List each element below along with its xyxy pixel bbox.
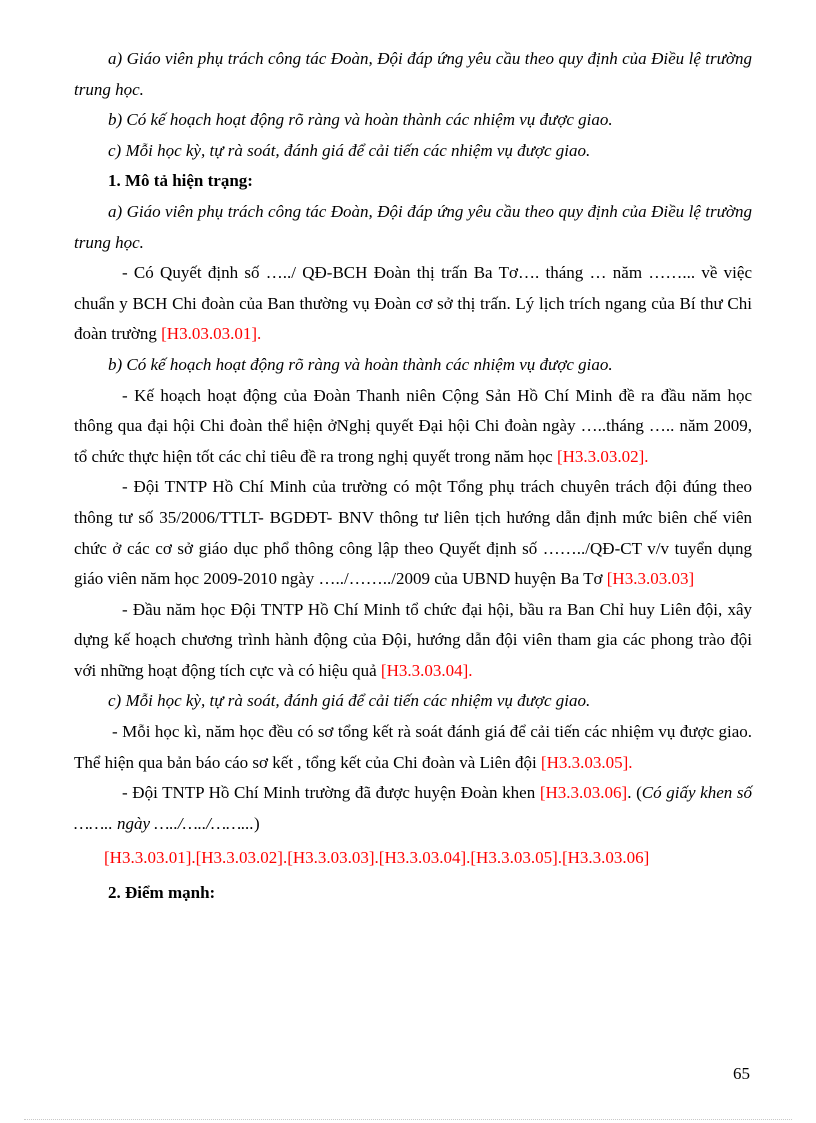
section-heading-strengths: 2. Điểm mạnh: [108,883,216,903]
evidence-ref-6: [H3.3.03.06] [539,783,628,803]
section-heading-current-state: 1. Mô tả hiện trạng: [108,171,253,191]
evidence-ref-2: [H3.3.03.02]. [556,446,649,466]
criterion-c-repeat: c) Mỗi học kỳ, tự rà soát, đánh giá để cải tiến các nhiệm vụ được giao. [108,691,591,711]
criterion-b-text: b) Có kế hoạch hoạt động rõ ràng và hoàn thành các nhiệm vụ được giao. [108,110,613,130]
paragraph-commendation-text: - Đội TNTP Hồ Chí Minh trường đã được huyện Đoàn khen [122,783,536,803]
paragraph-semester-review-text: - Mỗi học kì, năm học đều có sơ tổng kết rà soát đánh giá để cải tiến các nhiệm vụ được giao. Thể hiện qua bản báo cáo sơ kết , tổng kết của Chi đoàn và Liên đội [74,722,752,772]
page-number: 65 [733,1064,750,1083]
criterion-a-repeat: a) Giáo viên phụ trách công tác Đoàn, Đội đáp ứng yêu cầu theo quy định của Điều lệ trường trung học. [74,201,752,252]
paragraph-commendation-note: Có giấy khen số …….. ngày …../…../……... [74,783,752,833]
evidence-ref-4: [H3.3.03.04]. [380,660,473,680]
paragraph-start-of-year-text: - Đầu năm học Đội TNTP Hồ Chí Minh tổ chức đại hội, bầu ra Ban Chỉ huy Liên đội, xây dựng kế hoạch chương trình hành động của Đội, hướng dẫn đội viên tham gia các phong trào đội với những hoạt động tích cực và có hiệu quả [74,599,752,680]
paragraph-semester-review [74,717,752,778]
evidence-ref-1: [H3.03.03.01]. [161,324,262,344]
criterion-c-text: c) Mỗi học kỳ, tự rà soát, đánh giá để cải tiến các nhiệm vụ được giao. [108,140,591,160]
criterion-b-repeat: b) Có kế hoạch hoạt động rõ ràng và hoàn thành các nhiệm vụ được giao. [108,354,613,374]
paragraph-commendation [74,778,752,839]
paragraph-decision [74,258,752,350]
paragraph-youth-union-plan-text: - Kế hoạch hoạt động của Đoàn Thanh niên Cộng Sản Hồ Chí Minh đề ra đầu năm học thông qua đại hội Chi đoàn thể hiện ởNghị quyết Đại hội Chi đoàn ngày …..tháng ….. năm 2009, tổ chức thực hiện tốt các chỉ tiêu đề ra trong nghị quyết trong năm học [74,385,752,466]
evidence-ref-5: [H3.3.03.05]. [540,752,633,772]
document-body [74,44,752,909]
page-bottom-divider [24,1119,792,1120]
criterion-a-text: a) Giáo viên phụ trách công tác Đoàn, Đội đáp ứng yêu cầu theo quy định của Điều lệ trường trung học. [74,49,752,99]
paragraph-pioneer-team [74,472,752,594]
paragraph-commendation-close: ) [253,813,260,833]
evidence-ref-3: [H3.3.03.03] [606,569,695,589]
paragraph-start-of-year [74,595,752,687]
paragraph-youth-union-plan [74,381,752,473]
paragraph-pioneer-team-text: - Đội TNTP Hồ Chí Minh của trường có một Tổng phụ trách chuyên trách đội đúng theo thông tư số 35/2006/TTLT- BGDĐT- BNV thông tư liên tịch hướng dẫn định mức biên chế viên chức ở các cơ sở giáo dục phổ thông công lập theo Quyết định số ……../QĐ-CT v/v tuyển dụng giáo viên năm học 2009-2010 ngày …../……../2009 của UBND huyện Ba Tơ [74,477,752,589]
paragraph-decision-text: - Có Quyết định số …../ QĐ-BCH Đoàn thị trấn Ba Tơ…. tháng … năm ……... về việc chuẩn y BCH Chi đoàn của Ban thường vụ Đoàn cơ sở thị trấn. Lý lịch trích ngang của Bí thư Chi đoàn trường [74,263,752,344]
paragraph-commendation-punct: . ( [627,783,642,803]
evidence-summary-line: [H3.3.03.01].[H3.3.03.02].[H3.3.03.03].[H3.3.03.04].[H3.3.03.05].[H3.3.03.06] [104,848,650,868]
